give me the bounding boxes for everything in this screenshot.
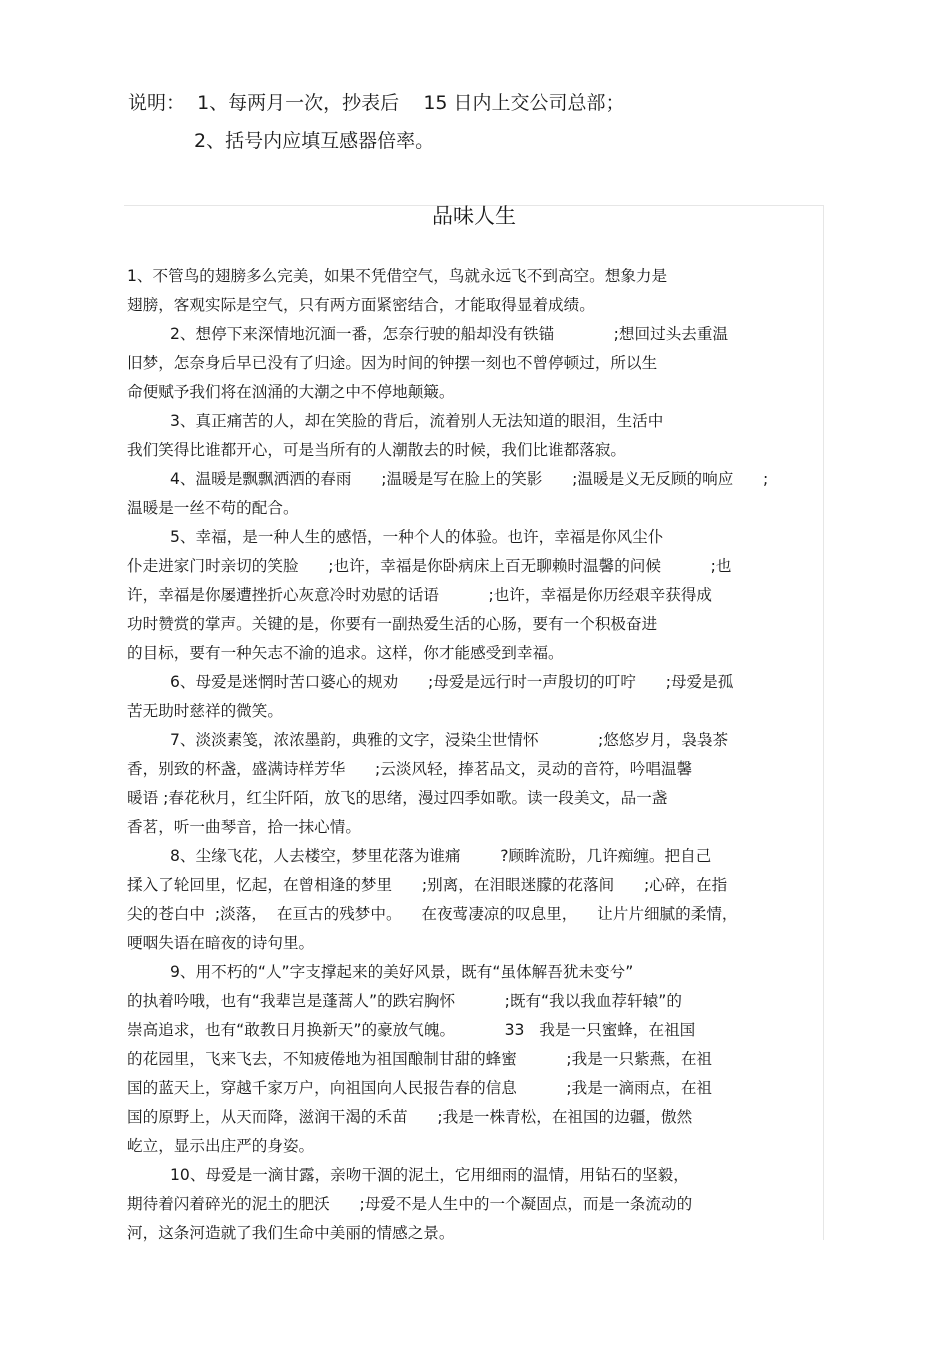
article-line: 2、想停下来深情地沉湎一番，怎奈行驶的船却没有铁锚 ;想回过头去重温 (170, 325, 729, 343)
article-line: 仆走进家门时亲切的笑脸 ;也许，幸福是你卧病床上百无聊赖时温馨的问候 ;也 (127, 557, 732, 575)
article-line: 国的蓝天上，穿越千家万户，向祖国向人民报告春的信息 ;我是一滴雨点，在祖 (127, 1079, 713, 1097)
article-title: 品味人生 (432, 204, 516, 228)
article-line: 7、淡淡素笺，浓浓墨韵，典雅的文字，浸染尘世情怀 ;悠悠岁月，袅袅茶 (170, 731, 729, 749)
article-line: 3、真正痛苦的人，却在笑脸的背后，流着别人无法知道的眼泪，生活中 (170, 412, 664, 430)
article-line: 揉入了轮回里，忆起，在曾相逢的梦里 ;别离，在泪眼迷朦的花落间 ;心碎，在指 (127, 876, 728, 894)
article-line: 崇高追求，也有“敢教日月换新天”的豪放气魄。 33 我是一只蜜蜂，在祖国 (127, 1021, 696, 1039)
article-line: 的执着吟哦，也有“我辈岂是蓬蒿人”的跌宕胸怀 ;既有“我以我血荐轩辕”的 (127, 992, 682, 1010)
article-line: 河，这条河造就了我们生命中美丽的情感之景。 (127, 1224, 455, 1242)
article-line: 功时赞赏的掌声。关键的是，你要有一副热爱生活的心肠，要有一个积极奋进 (127, 615, 658, 633)
article-line: 4、温暖是飘飘洒洒的春雨 ;温暖是写在脸上的笑影 ;温暖是义无反顾的响应 ; (170, 470, 769, 488)
article-line: 1、不管鸟的翅膀多么完美，如果不凭借空气，鸟就永远飞不到高空。想象力是 (127, 267, 668, 285)
article-line: 苦无助时慈祥的微笑。 (127, 702, 283, 720)
article-line: 期待着闪着碎光的泥土的肥沃 ;母爱不是人生中的一个凝固点，而是一条流动的 (127, 1195, 693, 1213)
article-line: 温暖是一丝不苟的配合。 (127, 499, 299, 517)
article-line: 尖的苍白中 ;淡落， 在亘古的残梦中。 在夜莺凄凉的叹息里， 让片片细腻的柔情， (127, 905, 738, 923)
article-line: 许，幸福是你屡遭挫折心灰意冷时劝慰的话语 ;也许，幸福是你历经艰辛获得成 (127, 586, 713, 604)
article-line: 香，别致的杯盏，盛满诗样芳华 ;云淡风轻，捧茗品文，灵动的音符，吟唱温馨 (127, 760, 693, 778)
article-line: 6、母爱是迷惘时苦口婆心的规劝 ;母爱是远行时一声殷切的叮咛 ;母爱是孤 (170, 673, 734, 691)
article-line: 国的原野上，从天而降，滋润干渴的禾苗 ;我是一株青松，在祖国的边疆，傲然 (127, 1108, 693, 1126)
article-line: 9、用不朽的“人”字支撑起来的美好风景，既有“虽体解吾犹未变兮” (170, 963, 634, 981)
article-line: 5、幸福，是一种人生的感悟，一种个人的体验。也许，幸福是你风尘仆 (170, 528, 664, 546)
article-line: 屹立，显示出庄严的身姿。 (127, 1137, 315, 1155)
article-line: 的花园里，飞来飞去，不知疲倦地为祖国酿制甘甜的蜂蜜 ;我是一只紫燕，在祖 (127, 1050, 713, 1068)
article-line: 哽咽失语在暗夜的诗句里。 (127, 934, 315, 952)
instructions-note (128, 84, 625, 160)
article-line: 翅膀，客观实际是空气，只有两方面紧密结合，才能取得显着成绩。 (127, 296, 595, 314)
instruction-line-2: 2、括号内应填互感器倍率。 (194, 130, 435, 152)
article-line: 的目标，要有一种矢志不渝的追求。这样，你才能感受到幸福。 (127, 644, 564, 662)
article-line: 暖语 ;春花秋月，红尘阡陌，放飞的思绪，漫过四季如歌。读一段美文，品一盏 (127, 789, 668, 807)
article-line: 旧梦，怎奈身后早已没有了归途。因为时间的钟摆一刻也不曾停顿过，所以生 (127, 354, 658, 372)
article-line: 我们笑得比谁都开心，可是当所有的人潮散去的时候，我们比谁都落寂。 (127, 441, 627, 459)
article-line: 8、尘缘飞花，人去楼空，梦里花落为谁痛 ?顾眸流盼，几许痴缠。把自己 (170, 847, 712, 865)
instruction-line-1: 说明： 1、每两月一次，抄表后 15 日内上交公司总部； (128, 92, 625, 114)
article-line: 10、母爱是一滴甘露，亲吻干涸的泥土，它用细雨的温情，用钻石的坚毅， (170, 1166, 689, 1184)
article-body (127, 262, 827, 1248)
article-line: 命便赋予我们将在汹涌的大潮之中不停地颠簸。 (127, 383, 455, 401)
article-line: 香茗，听一曲琴音，拾一抹心情。 (127, 818, 361, 836)
